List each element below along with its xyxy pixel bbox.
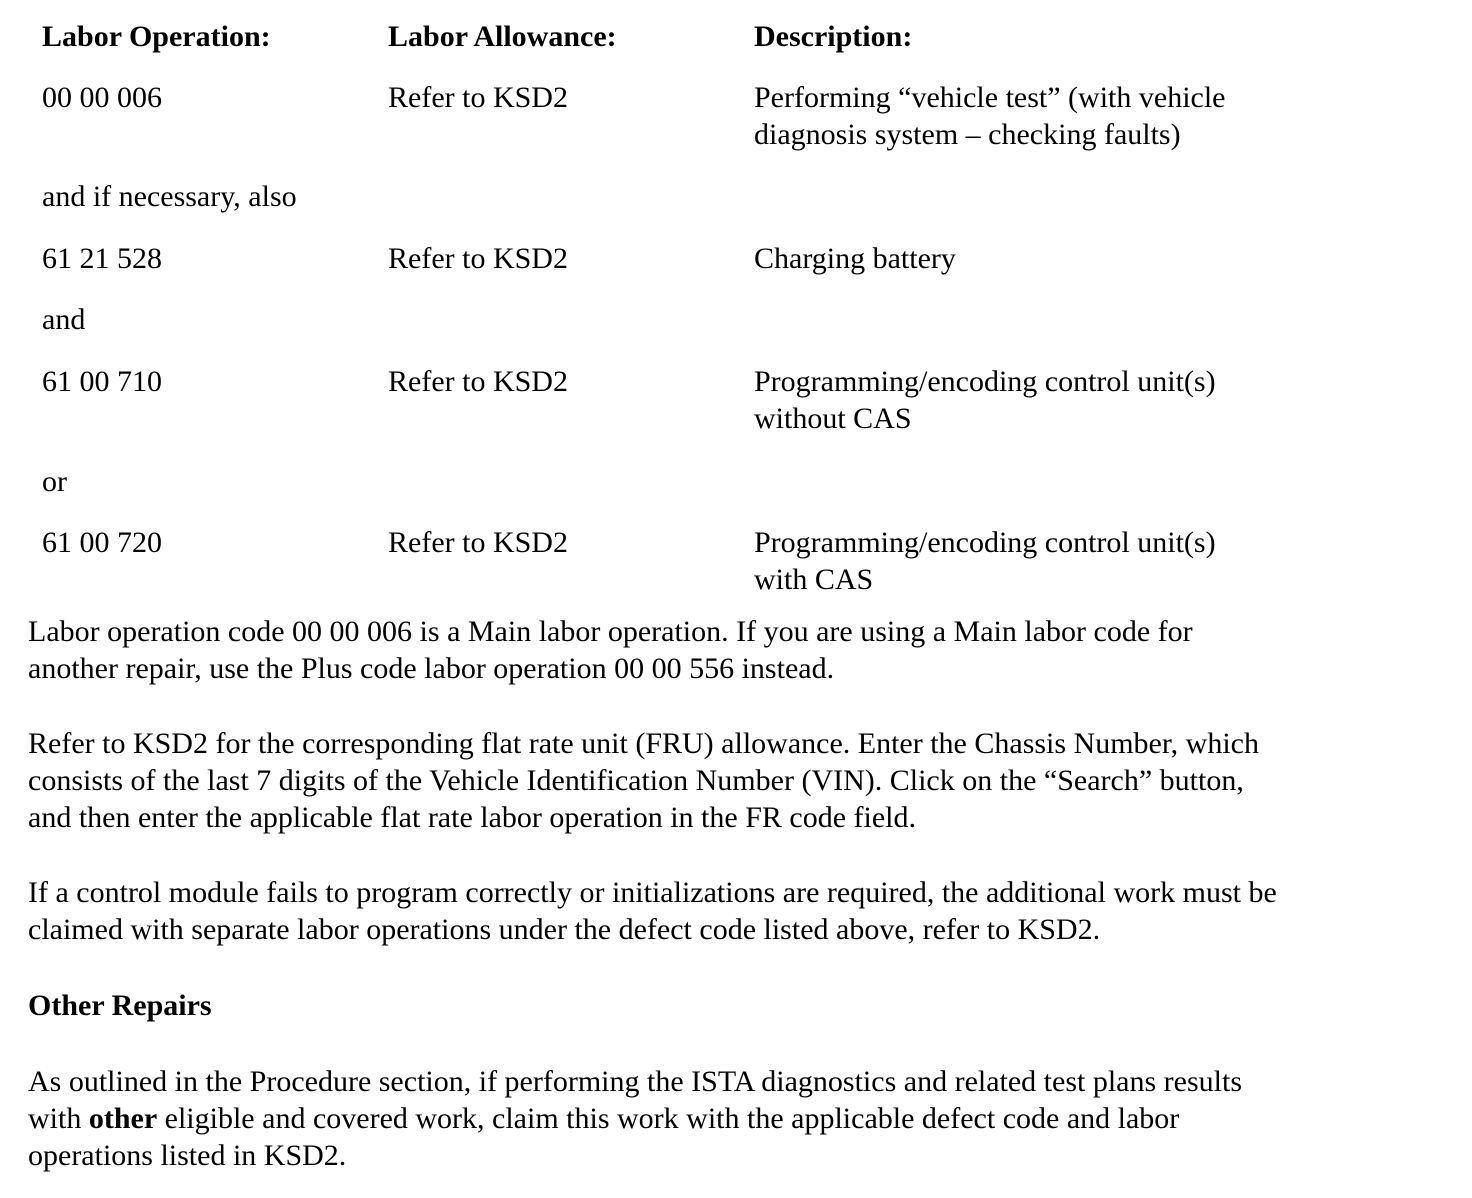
row-labor-allowance: Refer to KSD2 (388, 242, 568, 275)
description-line: Programming/encoding control unit(s) (754, 526, 1216, 559)
row-description (754, 240, 956, 277)
description-line: without CAS (754, 402, 912, 435)
row-description (754, 363, 1216, 437)
paragraph-line: claimed with separate labor operations under the defect code listed above, refer to KSD2. (28, 913, 1101, 946)
paragraph-line: If a control module fails to program correctly or initializations are required, the additional work must be (28, 876, 1277, 909)
row-labor-allowance: Refer to KSD2 (388, 526, 568, 559)
description-line: Programming/encoding control unit(s) (754, 365, 1216, 398)
paragraph-line: Refer to KSD2 for the corresponding flat rate unit (FRU) allowance. Enter the Chassis Number, which (28, 727, 1259, 760)
emphasis-other: other (88, 1102, 158, 1135)
row-connector: and if necessary, also (42, 180, 297, 213)
row-operation-code: 00 00 006 (42, 81, 162, 114)
row-description (754, 79, 1226, 153)
paragraph-ksd2-instructions (28, 725, 1448, 836)
paragraph-line: operations listed in KSD2. (28, 1139, 347, 1172)
header-description: Description: (754, 20, 913, 53)
description-line: Performing “vehicle test” (with vehicle (754, 81, 1226, 114)
row-operation-code: 61 00 720 (42, 526, 162, 559)
paragraph-other-repairs (28, 1063, 1448, 1174)
header-labor-operation: Labor Operation: (42, 20, 271, 53)
header-labor-allowance: Labor Allowance: (388, 20, 617, 53)
section-heading-other-repairs: Other Repairs (28, 989, 212, 1022)
paragraph-line: another repair, use the Plus code labor operation 00 00 556 instead. (28, 652, 835, 685)
row-operation-code: 61 00 710 (42, 365, 162, 398)
paragraph-line (28, 1100, 1448, 1137)
row-connector: or (42, 465, 67, 498)
paragraph-line: and then enter the applicable flat rate labor operation in the FR code field. (28, 801, 916, 834)
paragraph-line: As outlined in the Procedure section, if performing the ISTA diagnostics and related test plans results (28, 1065, 1242, 1098)
description-line: with CAS (754, 563, 874, 596)
paragraph-control-module (28, 874, 1448, 948)
row-description (754, 524, 1216, 598)
description-line: Charging battery (754, 242, 956, 275)
row-connector: and (42, 303, 86, 336)
row-operation-code: 61 21 528 (42, 242, 162, 275)
row-labor-allowance: Refer to KSD2 (388, 365, 568, 398)
paragraph-main-labor-code (28, 613, 1448, 687)
row-labor-allowance: Refer to KSD2 (388, 81, 568, 114)
paragraph-line: Labor operation code 00 00 006 is a Main labor operation. If you are using a Main labor code for (28, 615, 1193, 648)
paragraph-line: consists of the last 7 digits of the Vehicle Identification Number (VIN). Click on the “Search” button, (28, 764, 1244, 797)
text-run: with (28, 1102, 89, 1135)
description-line: diagnosis system – checking faults) (754, 118, 1181, 151)
text-run: eligible and covered work, claim this work with the applicable defect code and labor (157, 1102, 1180, 1135)
